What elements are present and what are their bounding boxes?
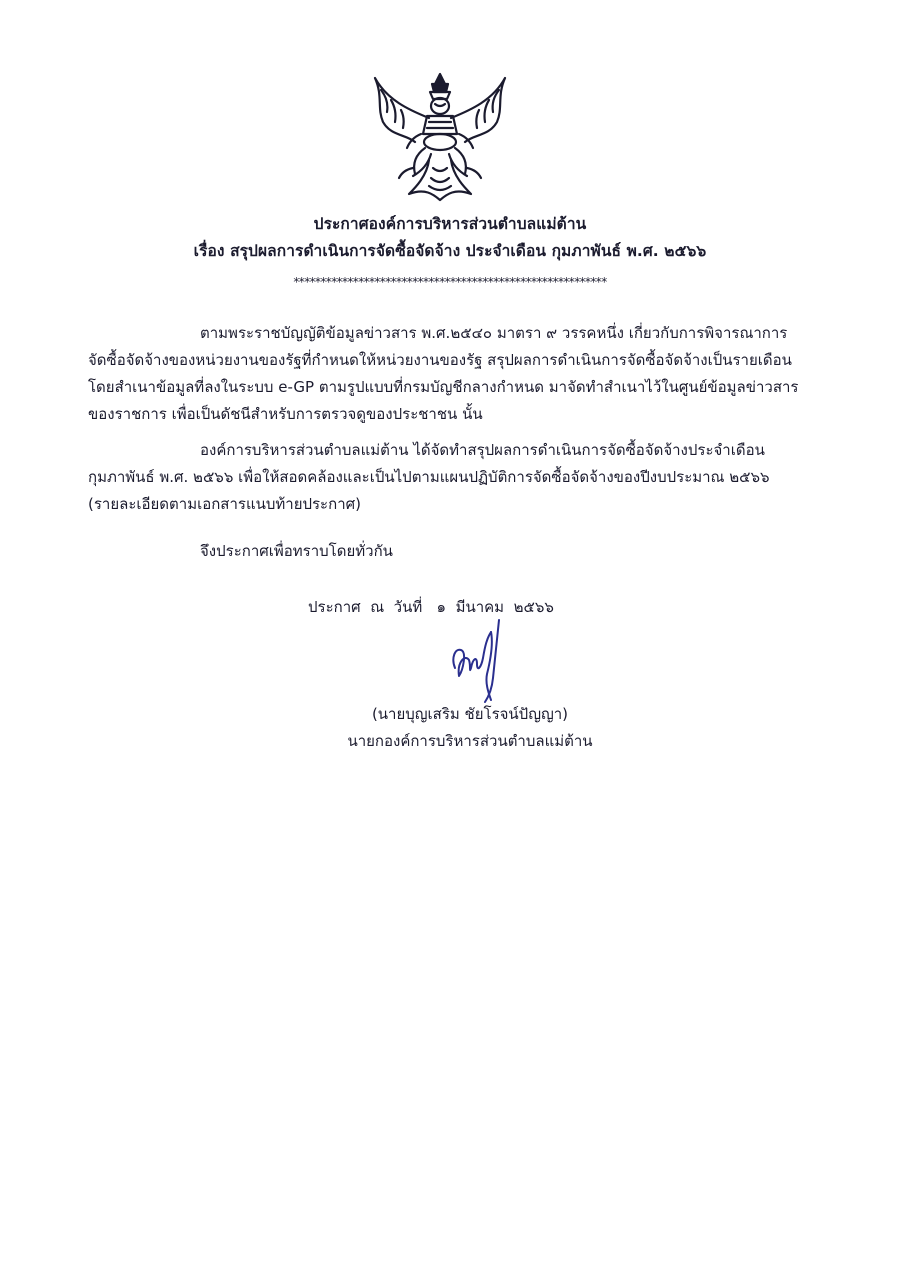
signer-name: (นายบุญเสริม ชัยโรจน์ปัญญา) [371,705,569,723]
paragraph-2-line-3: (รายละเอียดตามเอกสารแนบท้ายประกาศ) [88,495,361,513]
garuda-emblem-icon [369,70,511,202]
paragraph-1-line-3: โดยสำเนาข้อมูลที่ลงในระบบ e-GP ตามรูปแบบที่กรมบัญชีกลางกำหนด มาจัดทำสำเนาไว้ในศูนย์ข้อมูลข่าวสาร [88,378,799,396]
paragraph-1-line-2: จัดซื้อจัดจ้างของหน่วยงานของรัฐที่กำหนดให้หน่วยงานของรัฐ สรุปผลการดำเนินการจัดซื้อจัดจ้างเป็นรายเดือน [88,351,792,369]
signature-icon [447,618,503,704]
paragraph-2-line-2: กุมภาพันธ์ พ.ศ. ๒๕๖๖ เพื่อให้สอดคล้องและเป็นไปตามแผนปฏิบัติการจัดซื้อจัดจ้างของปีงบประมาณ ๒๕๖๖ [88,468,770,486]
announcement-title: ประกาศองค์การบริหารส่วนตำบลแม่ต้าน [313,215,587,233]
signer-position: นายกองค์การบริหารส่วนตำบลแม่ต้าน [347,732,593,750]
announcement-date: ประกาศ ณ วันที่ ๑ มีนาคม ๒๕๖๖ [308,598,554,616]
announcement-subject: เรื่อง สรุปผลการดำเนินการจัดซื้อจัดจ้าง ประจำเดือน กุมภาพันธ์ พ.ศ. ๒๕๖๖ [193,242,707,260]
closing-statement: จึงประกาศเพื่อทราบโดยทั่วกัน [200,542,393,560]
separator-line: ********************************************************** [293,275,607,289]
paragraph-1-line-1: ตามพระราชบัญญัติข้อมูลข่าวสาร พ.ศ.๒๕๔๐ มาตรา ๙ วรรคหนึ่ง เกี่ยวกับการพิจารณาการ [200,324,788,342]
paragraph-1-line-4: ของราชการ เพื่อเป็นดัชนีสำหรับการตรวจดูของประชาชน นั้น [88,405,483,423]
paragraph-2-line-1: องค์การบริหารส่วนตำบลแม่ต้าน ได้จัดทำสรุปผลการดำเนินการจัดซื้อจัดจ้างประจำเดือน [200,441,765,459]
